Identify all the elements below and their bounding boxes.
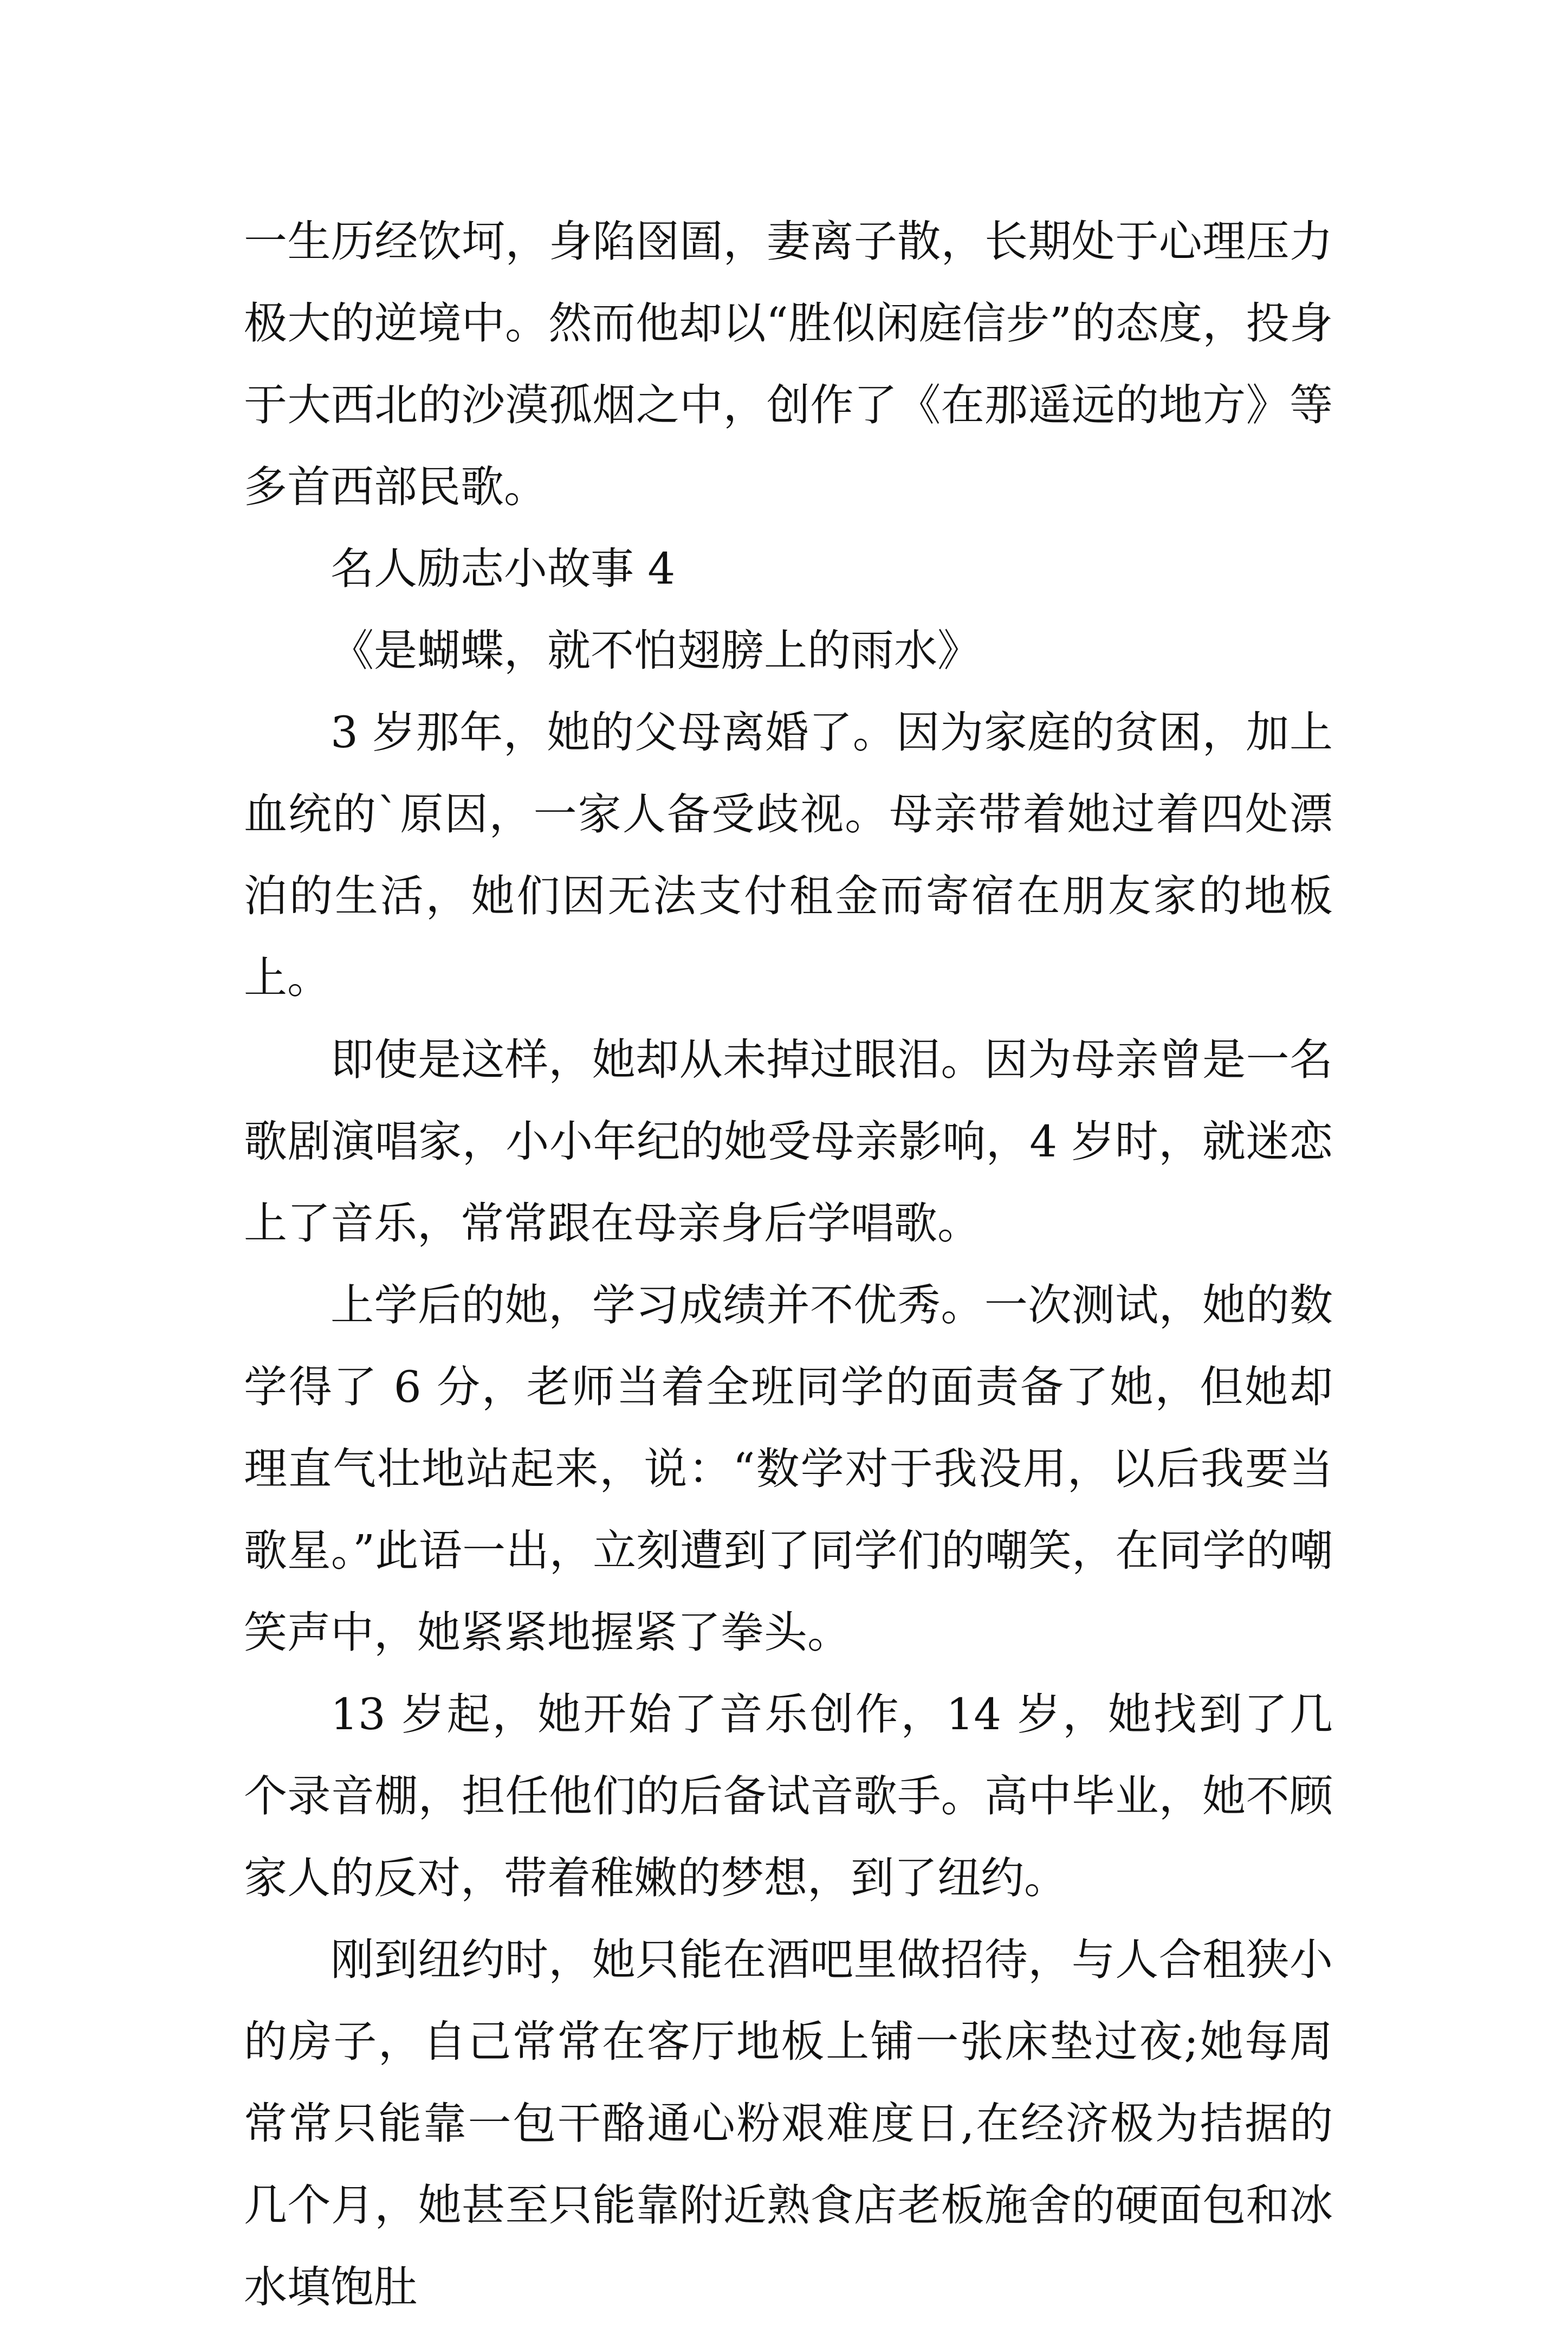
paragraph-4: 3 岁那年，她的父母离婚了。因为家庭的贫困，加上血统的`原因，一家人备受歧视。母亲带着她过着四处漂泊的生活，她们因无法支付租金而寄宿在朋友家的地板上。	[244, 707, 1333, 1003]
paragraph-6: 上学后的她，学习成绩并不优秀。一次测试，她的数学得了 6 分，老师当着全班同学的面责备了她，但她却理直气壮地站起来，说：“数学对于我没用，以后我要当歌星。”此语一出，立刻遭到了同学们的嘲笑，在同学的嘲笑声中，她紧紧地握紧了拳头。	[244, 1280, 1333, 1658]
story-subtitle: 《是蝴蝶，就不怕翅膀上的雨水》	[331, 625, 981, 676]
paragraph-7: 13 岁起，她开始了音乐创作，14 岁，她找到了几个录音棚，担任他们的后备试音歌手。高中毕业，她不顾家人的反对，带着稚嫩的梦想，到了纽约。	[244, 1689, 1333, 1903]
paragraph-5: 即使是这样，她却从未掉过眼泪。因为母亲曾是一名歌剧演唱家，小小年纪的她受母亲影响，4 岁时，就迷恋上了音乐，常常跟在母亲身后学唱歌。	[244, 1034, 1333, 1249]
document-body	[244, 201, 1333, 2328]
story-title: 名人励志小故事 4	[331, 544, 676, 594]
paragraph-8: 刚到纽约时，她只能在酒吧里做招待，与人合租狭小的房子，自己常常在客厅地板上铺一张床垫过夜;她每周常常只能靠一包干酪通心粉艰难度日,在经济极为拮据的几个月，她甚至只能靠附近熟食店老板施舍的硬面包和冰水填饱肚	[244, 1935, 1333, 2312]
paragraph-1: 一生历经饮坷，身陷囹圄，妻离子散，长期处于心理压力极大的逆境中。然而他却以“胜似闲庭信步”的态度，投身于大西北的沙漠孤烟之中，创作了《在那遥远的地方》等多首西部民歌。	[244, 216, 1333, 512]
